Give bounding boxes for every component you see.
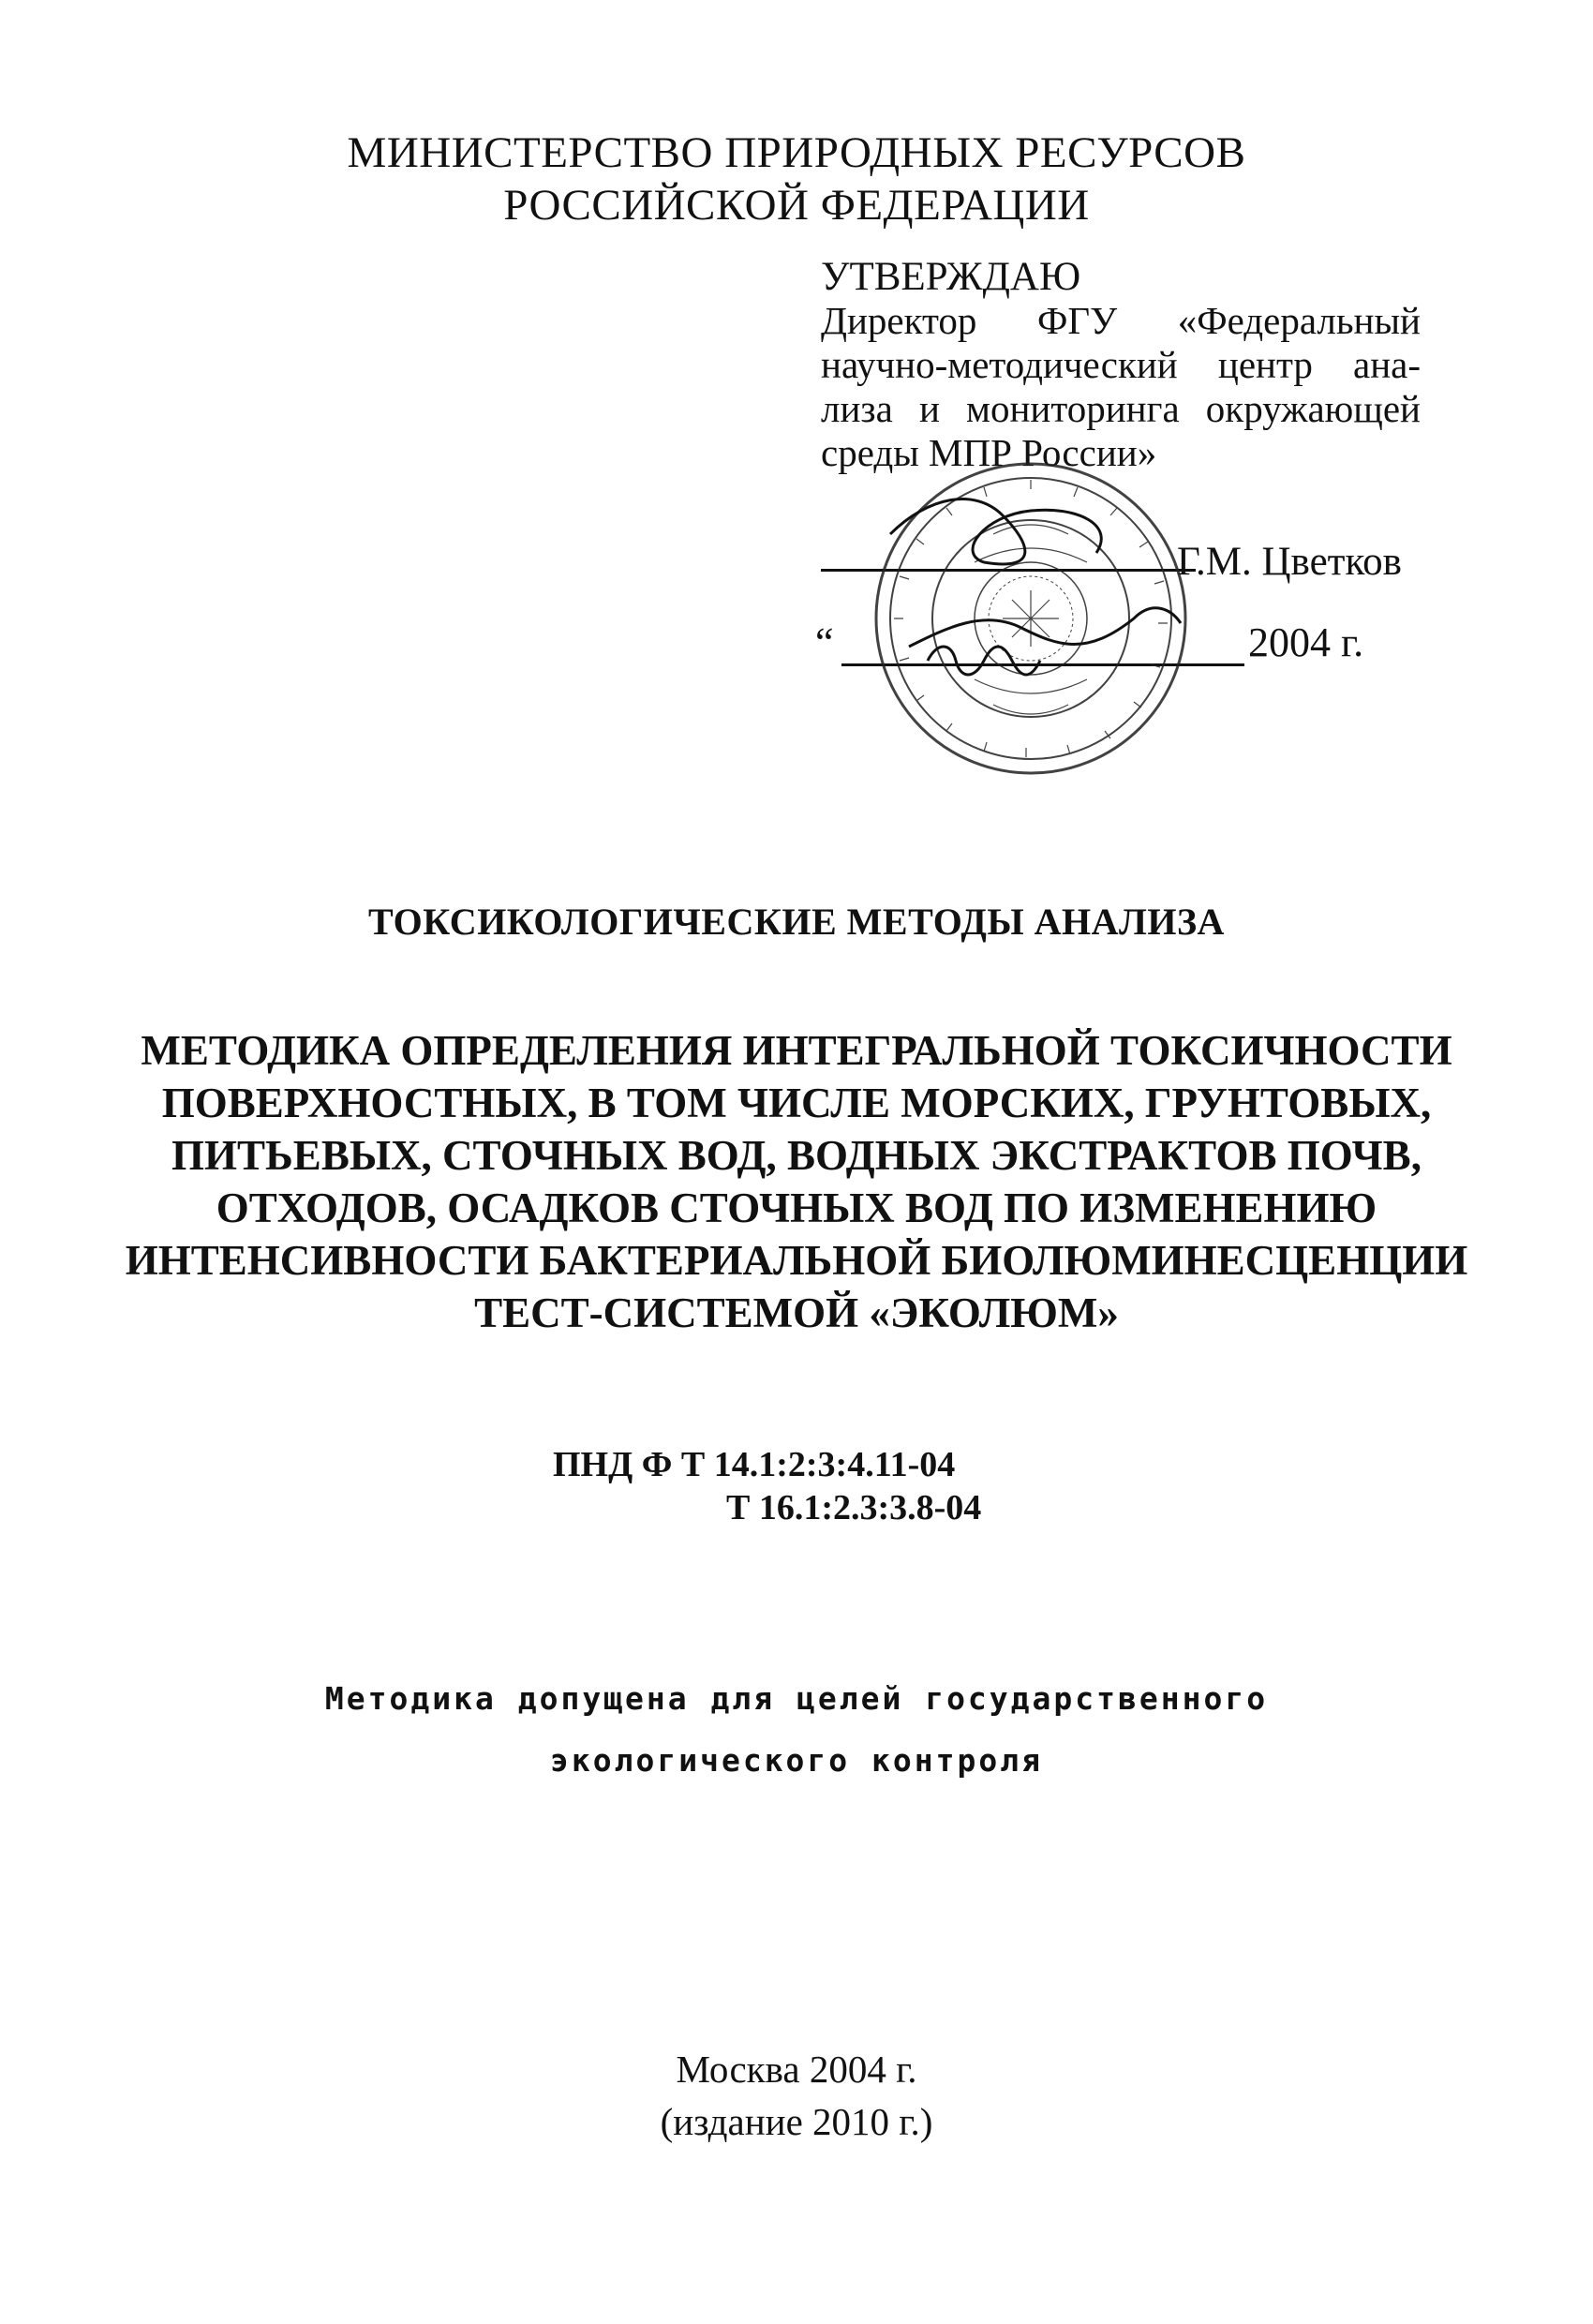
document-code-2: Т 16.1:2.3:3.8-04 [726,1488,982,1527]
section-title: ТОКСИКОЛОГИЧЕСКИЕ МЕТОДЫ АНАЛИЗА [368,901,1225,943]
main-title-line-6: ТЕСТ-СИСТЕМОЙ «ЭКОЛЮМ» [474,1289,1119,1336]
admission-note [0,1668,1593,1792]
main-title [94,1024,1499,1339]
main-title-line-3: ПИТЬЕВЫХ, СТОЧНЫХ ВОД, ВОДНЫХ ЭКСТРАКТОВ ПОЧВ, [171,1132,1422,1179]
approval-block [821,255,1421,475]
document-codes [553,1443,1209,1529]
official-seal-stamp [871,459,1190,778]
ministry-line-1: МИНИСТЕРСТВО ПРИРОДНЫХ РЕСУРСОВ [347,128,1246,177]
document-code-1: ПНД Ф Т 14.1:2:3:4.11-04 [553,1445,956,1484]
footer [0,2043,1593,2148]
approval-line-3: лиза и мониторинга окружающей [821,387,1421,430]
main-title-line-4: ОТХОДОВ, ОСАДКОВ СТОЧНЫХ ВОД ПО ИЗМЕНЕНИЮ [216,1184,1377,1231]
signatory-name: Г.М. Цветков [1177,540,1402,584]
approval-heading: УТВЕРЖДАЮ [821,255,1081,299]
ministry-line-2: РОССИЙСКОЙ ФЕДЕРАЦИИ [503,181,1090,230]
approval-line-2: научно-методический центр ана- [821,343,1421,386]
main-title-line-1: МЕТОДИКА ОПРЕДЕЛЕНИЯ ИНТЕГРАЛЬНОЙ ТОКСИЧНОСТИ [141,1027,1452,1074]
ministry-header [0,127,1593,231]
seal-text-marks [894,480,1168,757]
main-title-line-2: ПОВЕРХНОСТНЫХ, В ТОМ ЧИСЛЕ МОРСКИХ, ГРУНТОВЫХ, [161,1080,1432,1126]
approval-line-4: среды МПР России» [821,431,1157,474]
date-open-quote: “ [815,619,834,665]
admission-line-2: экологического контроля [550,1742,1043,1779]
admission-line-1: Методика допущена для целей государственного [324,1680,1269,1717]
date-year: 2004 г. [1248,619,1364,665]
footer-edition: (издание 2010 г.) [660,2100,933,2143]
main-title-line-5: ИНТЕНСИВНОСТИ БАКТЕРИАЛЬНОЙ БИОЛЮМИНЕСЦЕНЦИИ [125,1237,1468,1284]
approval-line-1: Директор ФГУ «Федеральный [821,299,1421,342]
footer-place-year: Москва 2004 г. [676,2048,917,2091]
